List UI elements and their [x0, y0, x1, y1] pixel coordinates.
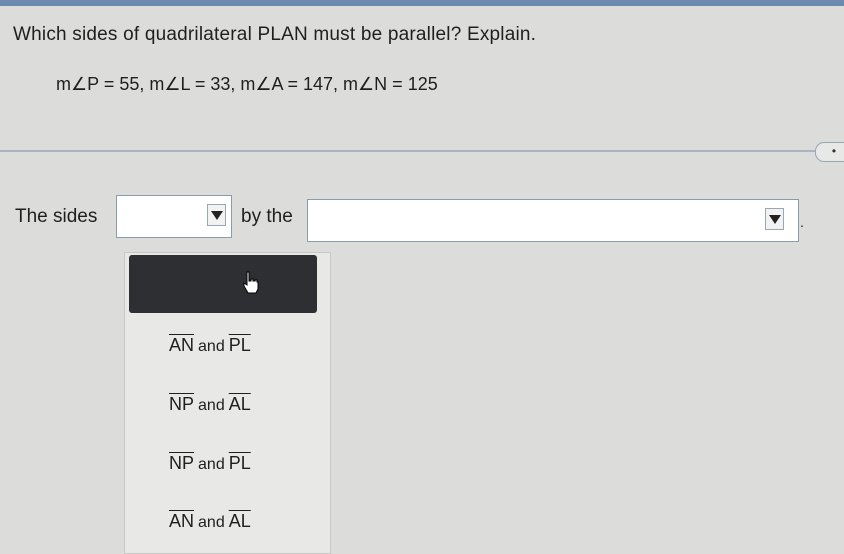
- option-and: and: [198, 456, 225, 473]
- option-and: and: [198, 514, 225, 531]
- option-segment: $\overline{PL}$: [228, 335, 251, 355]
- option-an-al[interactable]: [169, 511, 251, 532]
- sides-dropdown[interactable]: [116, 195, 232, 238]
- option-np-al[interactable]: [169, 394, 251, 415]
- hand-cursor-icon: [241, 271, 261, 295]
- sentence-part2: by the: [241, 206, 293, 227]
- option-segment: $\overline{AN}$: [169, 511, 195, 531]
- option-and: and: [198, 338, 225, 355]
- reason-dropdown[interactable]: [307, 199, 799, 242]
- option-segment: $\overline{AN}$: [169, 335, 195, 355]
- more-button[interactable]: •: [815, 142, 844, 162]
- sentence-part1: The sides: [15, 206, 98, 227]
- option-segment: $\overline{PL}$: [228, 453, 251, 473]
- option-and: and: [198, 397, 225, 414]
- top-border: [0, 0, 844, 6]
- given-angles: m∠P = 55, m∠L = 33, m∠A = 147, m∠N = 125: [56, 74, 438, 94]
- option-np-pl[interactable]: [169, 453, 251, 474]
- question-text: Which sides of quadrilateral PLAN must be parallel? Explain.: [13, 24, 537, 45]
- option-segment: $\overline{NP}$: [169, 453, 195, 473]
- option-segment: $\overline{NP}$: [169, 394, 195, 414]
- chevron-down-icon[interactable]: [765, 208, 784, 230]
- sides-dropdown-menu: [124, 252, 331, 554]
- option-segment: $\overline{AL}$: [228, 394, 251, 414]
- menu-header: [129, 255, 317, 313]
- sentence-end: .: [800, 214, 804, 230]
- divider: [0, 150, 815, 152]
- chevron-down-icon[interactable]: [207, 204, 226, 226]
- option-an-pl[interactable]: [169, 335, 251, 356]
- option-segment: $\overline{AL}$: [228, 511, 251, 531]
